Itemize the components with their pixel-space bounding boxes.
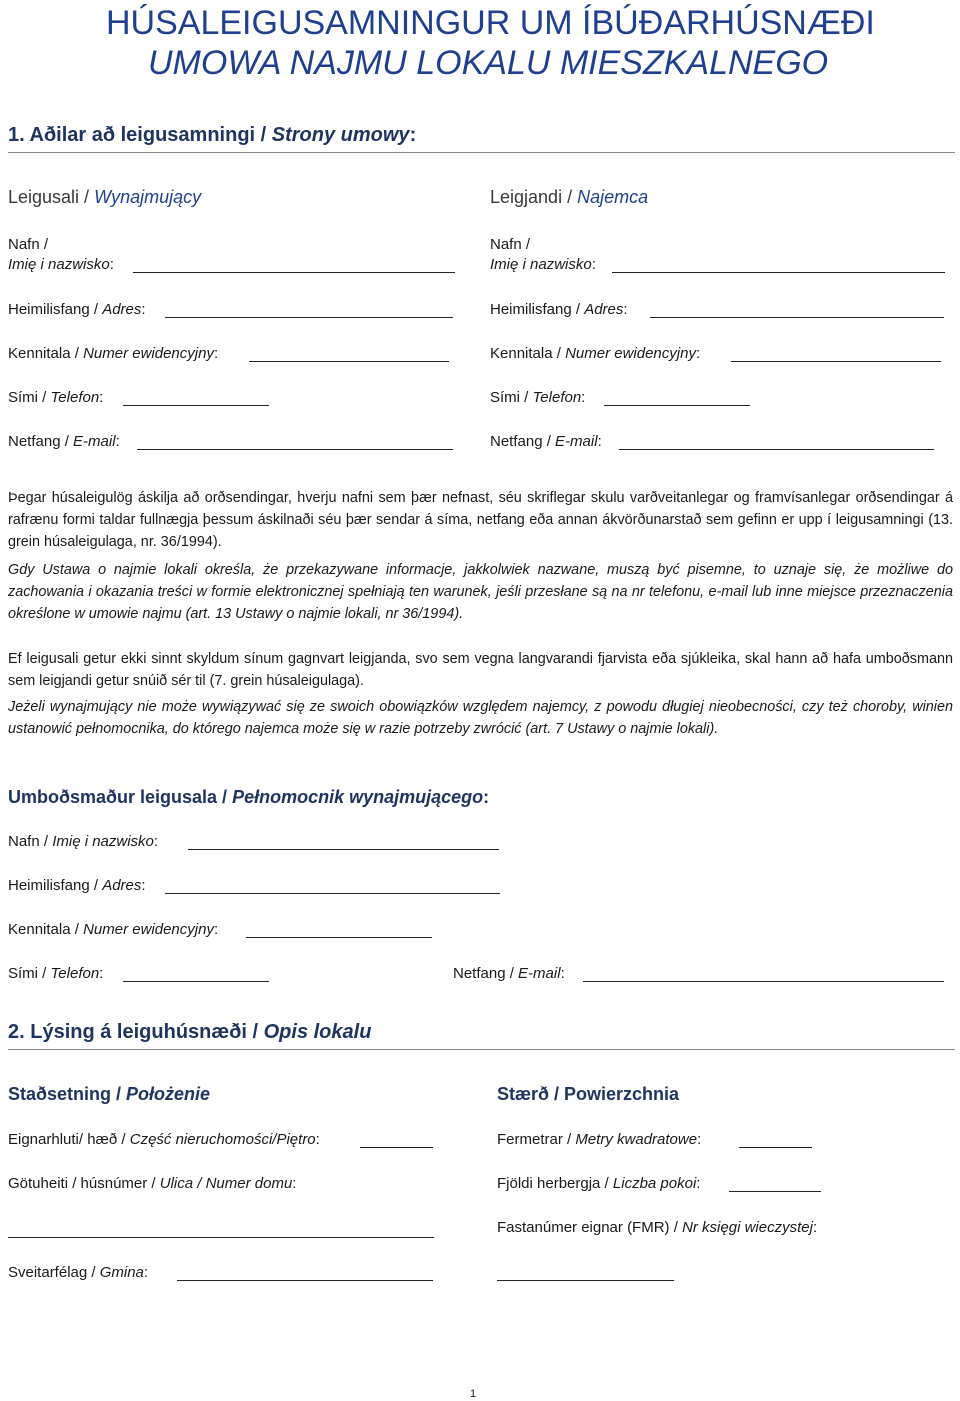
fmr-label: Fastanúmer eignar (FMR) / Nr księgi wieczystej: [497, 1219, 818, 1236]
lessor-name-label: Imię i nazwisko: [8, 256, 114, 273]
section2-heading [8, 1021, 371, 1044]
notice-paragraph-is: Þegar húsaleigulög áskilja að orðsendingar, hverju nafni sem þær nefnast, séu skriflegar skulu varðveitanlegar og framvísanlegar orðsendingar á rafrænu formi taldar fullnægja þessum áskilnaði séu þær sendar á síma, netfang eða annan ákvörðunarstað sem gefinn er upp í leigusamningi (13. grein húsaleigulaga, nr. 36/1994). [8, 490, 953, 550]
tenant-id-label-pl: Numer ewidencyjny [565, 345, 696, 362]
agent-name-label-is: Nafn / [8, 833, 49, 850]
lessor-heading [8, 187, 201, 208]
tenant-name-label: Imię i nazwisko: [490, 256, 596, 273]
lessor-email-label-pl: E-mail [73, 433, 116, 450]
lessor-address-label: Heimilisfang / Adres: [8, 301, 146, 318]
tenant-name-label-1: Nafn / [490, 236, 531, 253]
size-heading-is: Stærð / [497, 1084, 560, 1104]
document-title-is: HÚSALEIGUSAMNINGUR UM ÍBÚÐARHÚSNÆÐI [106, 4, 875, 42]
lessor-email-label-is: Netfang / [8, 433, 69, 450]
tenant-name-input[interactable] [612, 272, 945, 273]
lessor-address-input[interactable] [165, 317, 453, 318]
tenant-address-label-pl: Adres [584, 301, 624, 318]
tenant-heading-pl: Najemca [577, 187, 649, 207]
agent-heading-is: Umboðsmaður leigusala / [8, 787, 228, 807]
unit-label: Eignarhluti/ hæð / Część nieruchomości/Piętro: [8, 1131, 320, 1148]
tenant-email-input[interactable] [619, 449, 934, 450]
section1-heading [8, 124, 416, 147]
page-number: 1 [470, 1388, 477, 1400]
agent-name-label: Nafn / Imię i nazwisko: [8, 833, 159, 850]
rooms-input[interactable] [729, 1191, 821, 1192]
lessor-phone-label-pl: Telefon [50, 389, 100, 406]
sqm-label-pl: Metry kwadratowe [575, 1131, 698, 1148]
municipality-label: Sveitarfélag / Gmina: [8, 1264, 149, 1281]
tenant-heading [490, 187, 648, 208]
location-heading-pl: Położenie [126, 1084, 211, 1104]
lessor-id-label-pl: Numer ewidencyjny [83, 345, 214, 362]
tenant-phone-label: Sími / Telefon: [490, 389, 586, 406]
unit-label-is: Eignarhluti/ hæð / [8, 1131, 126, 1148]
agent-address-label-pl: Adres [102, 877, 142, 894]
section2-heading-pl: Opis lokalu [263, 1021, 372, 1043]
agent-name-input[interactable] [188, 849, 499, 850]
tenant-id-label: Kennitala / Numer ewidencyjny: [490, 345, 701, 362]
agent-id-input[interactable] [246, 937, 432, 938]
agent-heading-pl: Pełnomocnik wynajmującego [232, 787, 484, 807]
lessor-phone-label: Sími / Telefon: [8, 389, 104, 406]
fmr-label-is: Fastanúmer eignar (FMR) / [497, 1219, 678, 1236]
lessor-heading-is: Leigusali / [8, 187, 90, 207]
tenant-email-label-is: Netfang / [490, 433, 551, 450]
agent-address-input[interactable] [165, 893, 500, 894]
lessor-address-label-is: Heimilisfang / [8, 301, 99, 318]
tenant-id-label-is: Kennitala / [490, 345, 561, 362]
agent-phone-label-is: Sími / [8, 965, 47, 982]
lessor-phone-input[interactable] [123, 405, 269, 406]
agent-address-label-is: Heimilisfang / [8, 877, 99, 894]
agent-id-label-is: Kennitala / [8, 921, 79, 938]
rooms-label: Fjöldi herbergja / Liczba pokoi: [497, 1175, 701, 1192]
lessor-name-label-1: Nafn / [8, 236, 49, 253]
document-title-pl: UMOWA NAJMU LOKALU MIESZKALNEGO [148, 44, 829, 82]
agent-name-label-pl: Imię i nazwisko [52, 833, 154, 850]
location-heading [8, 1084, 210, 1105]
section1-heading-pl: Strony umowy [271, 124, 410, 146]
lessor-email-label: Netfang / E-mail: [8, 433, 120, 450]
agent-address-label: Heimilisfang / Adres: [8, 877, 146, 894]
agent-phone-label: Sími / Telefon: [8, 965, 104, 982]
unit-input[interactable] [360, 1147, 433, 1148]
agent-email-label: Netfang / E-mail: [453, 965, 565, 982]
street-label-pl: Ulica / Numer domu [159, 1175, 293, 1192]
section1-heading-is: 1. Aðilar að leigusamningi / [8, 124, 267, 146]
unit-label-pl: Część nieruchomości/Piętro [129, 1131, 316, 1148]
location-heading-is: Staðsetning / [8, 1084, 122, 1104]
street-input[interactable] [8, 1237, 434, 1238]
lessor-name-input[interactable] [133, 272, 455, 273]
section1-heading-colon: : [409, 124, 417, 146]
section2-rule [8, 1049, 955, 1050]
lessor-email-input[interactable] [137, 449, 453, 450]
agent-id-label-pl: Numer ewidencyjny [83, 921, 214, 938]
tenant-address-label-is: Heimilisfang / [490, 301, 581, 318]
street-label: Götuheiti / húsnúmer / Ulica / Numer domu: [8, 1175, 297, 1192]
lessor-heading-pl: Wynajmujący [94, 187, 202, 207]
lessor-name-label-pl: Imię i nazwisko [8, 256, 110, 273]
agent-email-label-is: Netfang / [453, 965, 514, 982]
tenant-address-label: Heimilisfang / Adres: [490, 301, 628, 318]
tenant-email-label-pl: E-mail [555, 433, 598, 450]
sqm-input[interactable] [739, 1147, 812, 1148]
fmr-input[interactable] [497, 1280, 674, 1281]
notice-paragraph-pl: Gdy Ustawa o najmie lokali określa, że przekazywane informacje, jakkolwiek nazwane, muszą być pisemne, to uznaje się, że możliwe do zachowania i okazania treści w formie elektronicznej spełniają ten warunek, jeśli przesłane są na nr telefonu, e-mail lub inne miejsce przeznaczenia określone w umowie najmu (art. 13 Ustawy o najmie lokali, nr 36/1994). [8, 562, 953, 622]
agent-email-input[interactable] [583, 981, 944, 982]
section2-heading-is: 2. Lýsing á leiguhúsnæði / [8, 1021, 259, 1043]
agent-phone-input[interactable] [123, 981, 269, 982]
lessor-phone-label-is: Sími / [8, 389, 47, 406]
rooms-label-is: Fjöldi herbergja / [497, 1175, 609, 1192]
size-heading-pl: Powierzchnia [564, 1084, 680, 1104]
agent-heading: Umboðsmaður leigusala / Pełnomocnik wynajmującego: [8, 787, 490, 807]
lessor-id-label: Kennitala / Numer ewidencyjny: [8, 345, 219, 362]
agent-id-label: Kennitala / Numer ewidencyjny: [8, 921, 219, 938]
municipality-label-pl: Gmina [99, 1264, 144, 1281]
tenant-heading-is: Leigjandi / [490, 187, 573, 207]
rooms-label-pl: Liczba pokoi [612, 1175, 697, 1192]
municipality-label-is: Sveitarfélag / [8, 1264, 96, 1281]
tenant-name-label-pl: Imię i nazwisko [490, 256, 592, 273]
tenant-email-label: Netfang / E-mail: [490, 433, 602, 450]
tenant-id-input[interactable] [731, 361, 941, 362]
size-heading [497, 1084, 679, 1105]
tenant-phone-label-is: Sími / [490, 389, 529, 406]
tenant-phone-label-pl: Telefon [532, 389, 582, 406]
street-label-is: Götuheiti / húsnúmer / [8, 1175, 156, 1192]
section1-rule [8, 152, 955, 153]
agent-paragraph-is: Ef leigusali getur ekki sinnt skyldum sínum gagnvart leigjanda, svo sem vegna langvarandi fjarvista eða sjúkleika, skal hann að hafa umboðsmann sem leigjandi getur snúið sér til (7. grein húsaleigulaga). [8, 651, 953, 689]
agent-phone-label-pl: Telefon [50, 965, 100, 982]
tenant-phone-input[interactable] [604, 405, 750, 406]
municipality-input[interactable] [177, 1280, 433, 1281]
lessor-id-input[interactable] [249, 361, 449, 362]
lessor-address-label-pl: Adres [102, 301, 142, 318]
agent-email-label-pl: E-mail [518, 965, 561, 982]
sqm-label: Fermetrar / Metry kwadratowe: [497, 1131, 702, 1148]
agent-paragraph-pl: Jeżeli wynajmujący nie może wywiązywać się ze swoich obowiązków względem najemcy, z powodu długiej nieobecności, czy też choroby, winien ustanowić pełnomocnika, do którego najemca może się w razie potrzeby zwrócić (art. 7 Ustawy o najmie lokali). [8, 699, 953, 737]
lessor-id-label-is: Kennitala / [8, 345, 79, 362]
fmr-label-pl: Nr księgi wieczystej [682, 1219, 813, 1236]
sqm-label-is: Fermetrar / [497, 1131, 572, 1148]
tenant-address-input[interactable] [650, 317, 944, 318]
